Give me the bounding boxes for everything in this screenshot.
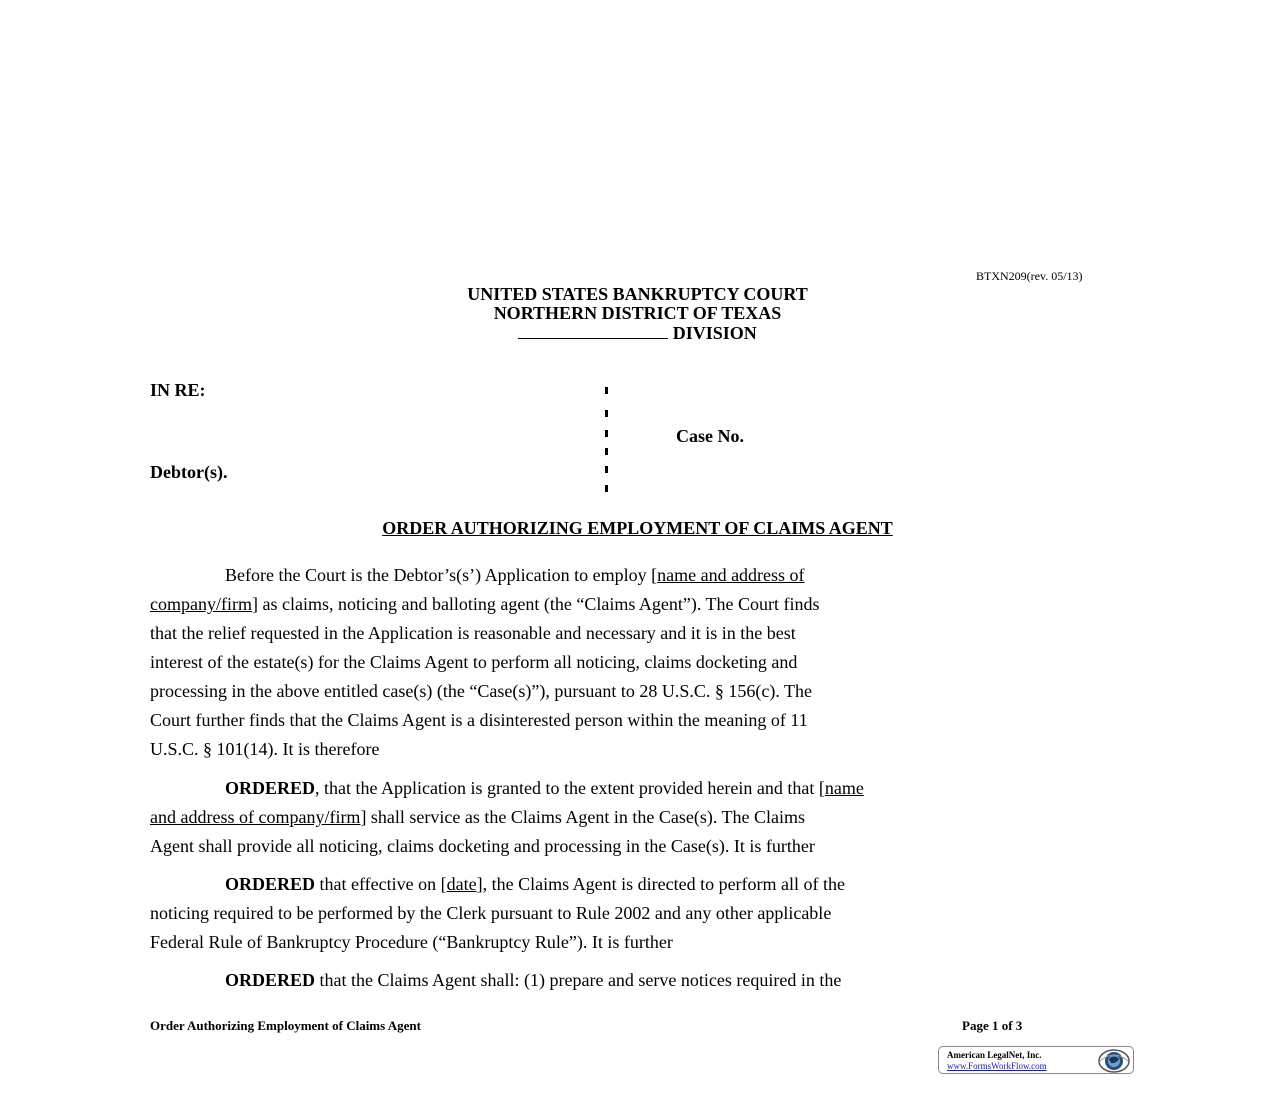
text-run: that effective on [ (315, 874, 447, 894)
publisher-badge[interactable] (938, 1046, 1134, 1074)
order-title: ORDER AUTHORIZING EMPLOYMENT OF CLAIMS AGENT (382, 518, 893, 538)
caption-divider-mark (605, 387, 608, 394)
division-blank (518, 325, 668, 339)
paragraph-4 (150, 966, 1125, 995)
company-placeholder: and address of company/firm (150, 807, 361, 827)
company-placeholder: name and address of (657, 565, 805, 585)
text-line: that the relief requested in the Application is reasonable and necessary and it is in the best (150, 623, 796, 643)
form-id: BTXN209(rev. 05/13) (976, 269, 1083, 283)
ordered-label: ORDERED (225, 778, 316, 798)
text-run: ] as claims, noticing and balloting agent (the “Claims Agent”). The Court finds (251, 594, 820, 614)
text-line: processing in the above entitled case(s) (the “Case(s)”), pursuant to 28 U.S.C. § 156(c). The (150, 681, 812, 701)
in-re-label: IN RE: (150, 380, 206, 400)
text-run: ], the Claims Agent is directed to perform all of the (476, 874, 846, 894)
case-no-label: Case No. (676, 426, 744, 446)
text-line: Federal Rule of Bankruptcy Procedure (“Bankruptcy Rule”). It is further (150, 932, 673, 952)
publisher-name: American LegalNet, Inc. (947, 1050, 1042, 1060)
text-run: that the Claims Agent shall: (1) prepare and serve notices required in the (315, 970, 842, 990)
caption-divider-mark (605, 466, 608, 473)
text-run: Before the Court is the Debtor’s(s’) Application to employ [ (225, 565, 658, 585)
court-division (300, 324, 975, 343)
publisher-link[interactable]: www.FormsWorkFlow.com (947, 1061, 1047, 1071)
page-number: Page 1 of 3 (962, 1018, 1023, 1033)
caption-divider-mark (605, 448, 608, 455)
text-line: Court further finds that the Claims Agent is a disinterested person within the meaning of 11 (150, 710, 808, 730)
court-name: UNITED STATES BANKRUPTCY COURT (467, 284, 808, 304)
text-line: noticing required to be performed by the Clerk pursuant to Rule 2002 and any other applicable (150, 903, 832, 923)
text-run: , that the Application is granted to the extent provided herein and that [ (315, 778, 825, 798)
date-placeholder: date (446, 874, 477, 894)
ordered-label: ORDERED (225, 874, 316, 894)
paragraph-1 (150, 561, 1125, 764)
text-line: U.S.C. § 101(14). It is therefore (150, 739, 380, 759)
division-label: DIVISION (672, 323, 757, 343)
text-line: Agent shall provide all noticing, claims docketing and processing in the Case(s). It is further (150, 836, 815, 856)
company-placeholder: company/firm (150, 594, 252, 614)
ordered-label: ORDERED (225, 970, 316, 990)
paragraph-2 (150, 774, 1125, 861)
footer-title: Order Authorizing Employment of Claims Agent (150, 1018, 421, 1033)
caption-divider-mark (605, 410, 608, 417)
company-placeholder: name (824, 778, 864, 798)
caption-divider-mark (605, 430, 608, 437)
globe-logo-icon (1097, 1048, 1131, 1074)
caption-divider-mark (605, 485, 608, 492)
paragraph-3 (150, 870, 1125, 957)
text-run: ] shall service as the Claims Agent in the Case(s). The Claims (360, 807, 806, 827)
debtors-label: Debtor(s). (150, 462, 228, 482)
court-district: NORTHERN DISTRICT OF TEXAS (493, 303, 782, 323)
text-line: interest of the estate(s) for the Claims Agent to perform all noticing, claims docketing and (150, 652, 798, 672)
